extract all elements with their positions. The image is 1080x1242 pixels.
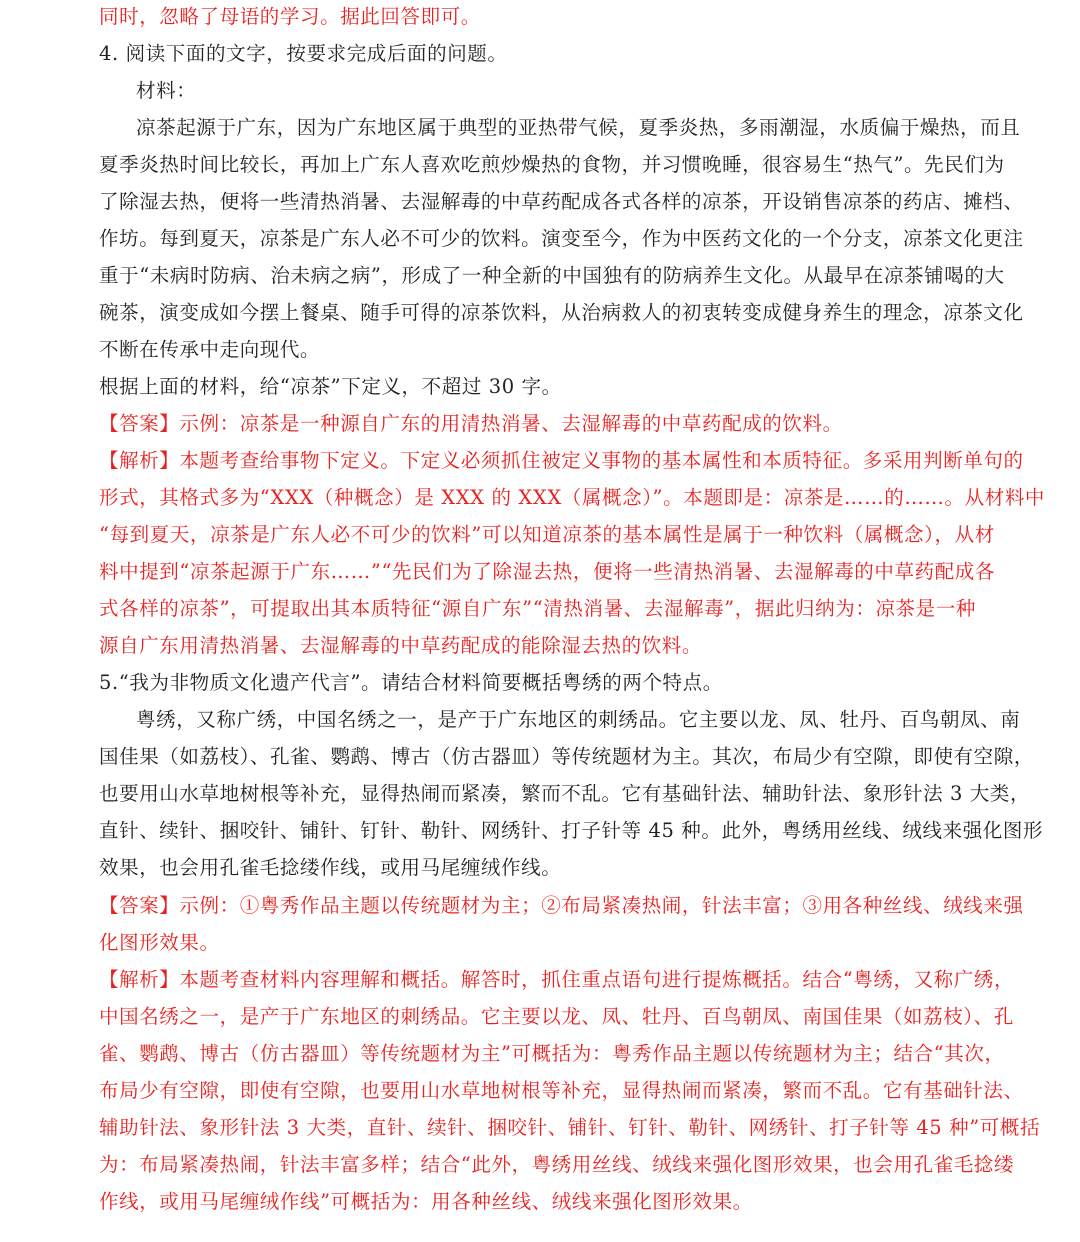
text-line: 重于“未病时防病、治未病之病”，形成了一种全新的中国独有的防病养生文化。从最早在凉茶铺喝的大: [99, 264, 1005, 287]
analysis-line: 【解析】本题考查给事物下定义。下定义必须抓住被定义事物的基本属性和本质特征。多采用判断单句的: [99, 449, 1024, 472]
analysis-line: 料中提到“凉茶起源于广东……”“先民们为了除湿去热，便将一些清热消暑、去湿解毒的中草药配成各: [99, 560, 996, 583]
question-prompt: 根据上面的材料，给“凉茶”下定义，不超过 30 字。: [99, 375, 562, 398]
question-4-heading: 4. 阅读下面的文字，按要求完成后面的问题。: [99, 42, 508, 65]
analysis-line: 形式，其格式多为“XXX（种概念）是 XXX 的 XXX（属概念）”。本题即是：凉茶是……的……。从材料中: [99, 486, 1046, 509]
analysis-line: 式各样的凉茶”，可提取出其本质特征“源自广东”“清热消暑、去湿解毒”，据此归纳为：凉茶是一种: [99, 597, 976, 620]
text-line: 了除湿去热，便将一些清热消暑、去湿解毒的中草药配成各式各样的凉茶，开设销售凉茶的药店、摊档、: [99, 190, 1024, 213]
analysis-line: 为：布局紧凑热闹，针法丰富多样；结合“此外，粤绣用丝线、绒线来强化图形效果，也会用孔雀毛捻缕: [99, 1153, 1015, 1176]
text-line: 作坊。每到夏天，凉茶是广东人必不可少的饮料。演变至今，作为中医药文化的一个分支，凉茶文化更注: [99, 227, 1024, 250]
analysis-line: 中国名绣之一，是产于广东地区的刺绣品。它主要以龙、凤、牡丹、百鸟朝凤、南国佳果（如荔枝）、孔: [99, 1005, 1014, 1028]
analysis-line: 雀、鹦鹉、博古（仿古器皿）等传统题材为主”可概括为：粤秀作品主题以传统题材为主；结合“其次，: [99, 1042, 1005, 1065]
text-line: 粤绣，又称广绣，中国名绣之一，是产于广东地区的刺绣品。它主要以龙、凤、牡丹、百鸟朝凤、南: [136, 708, 1021, 731]
material-label: 材料：: [136, 79, 197, 102]
analysis-line: “每到夏天，凉茶是广东人必不可少的饮料”可以知道凉茶的基本属性是属于一种饮料（属概念），从材: [99, 523, 995, 546]
answer-line: 【答案】示例：①粤秀作品主题以传统题材为主；②布局紧凑热闹，针法丰富；③用各种丝线、绒线来强: [99, 894, 1024, 917]
text-line: 夏季炎热时间比较长，再加上广东人喜欢吃煎炒燥热的食物，并习惯晚睡，很容易生“热气”。先民们为: [99, 153, 1005, 176]
analysis-line: 作线，或用马尾缠绒作线”可概括为：用各种丝线、绒线来强化图形效果。: [99, 1190, 753, 1213]
analysis-line: 【解析】本题考查材料内容理解和概括。解答时，抓住重点语句进行提炼概括。结合“粤绣，又称广绣，: [99, 968, 1015, 991]
text-line: 国佳果（如荔枝）、孔雀、鹦鹉、博古（仿古器皿）等传统题材为主。其次，布局少有空隙，即使有空隙，: [99, 745, 1034, 768]
answer-line: 【答案】示例：凉茶是一种源自广东的用清热消暑、去湿解毒的中草药配成的饮料。: [99, 412, 843, 435]
text-line: 不断在传承中走向现代。: [99, 338, 321, 361]
analysis-line: 辅助针法、象形针法 3 大类，直针、续针、捆咬针、铺针、钉针、勒针、网绣针、打子针等 45 种”可概括: [99, 1116, 1041, 1139]
text-line: 碗茶，演变成如今摆上餐桌、随手可得的凉茶饮料，从治病救人的初衷转变成健身养生的理念，凉茶文化: [99, 301, 1024, 324]
text-line: 直针、续针、捆咬针、铺针、钉针、勒针、网绣针、打子针等 45 种。此外，粤绣用丝线、绒线来强化图形: [99, 819, 1044, 842]
text-line: 同时，忽略了母语的学习。据此回答即可。: [99, 5, 481, 28]
analysis-line: 源自广东用清热消暑、去湿解毒的中草药配成的能除湿去热的饮料。: [99, 634, 703, 657]
text-line: 效果，也会用孔雀毛捻缕作线，或用马尾缠绒作线。: [99, 856, 562, 879]
text-line: 凉茶起源于广东，因为广东地区属于典型的亚热带气候，夏季炎热，多雨潮湿，水质偏于燥热，而且: [136, 116, 1021, 139]
question-5-heading: 5.“我为非物质文化遗产代言”。请结合材料简要概括粤绣的两个特点。: [99, 671, 723, 694]
text-line: 也要用山水草地树根等补充，显得热闹而紧凑，繁而不乱。它有基础针法、辅助针法、象形针法 3 大类，: [99, 782, 1031, 805]
answer-line: 化图形效果。: [99, 931, 220, 954]
analysis-line: 布局少有空隙，即使有空隙，也要用山水草地树根等补充，显得热闹而紧凑，繁而不乱。它有基础针法、: [99, 1079, 1024, 1102]
